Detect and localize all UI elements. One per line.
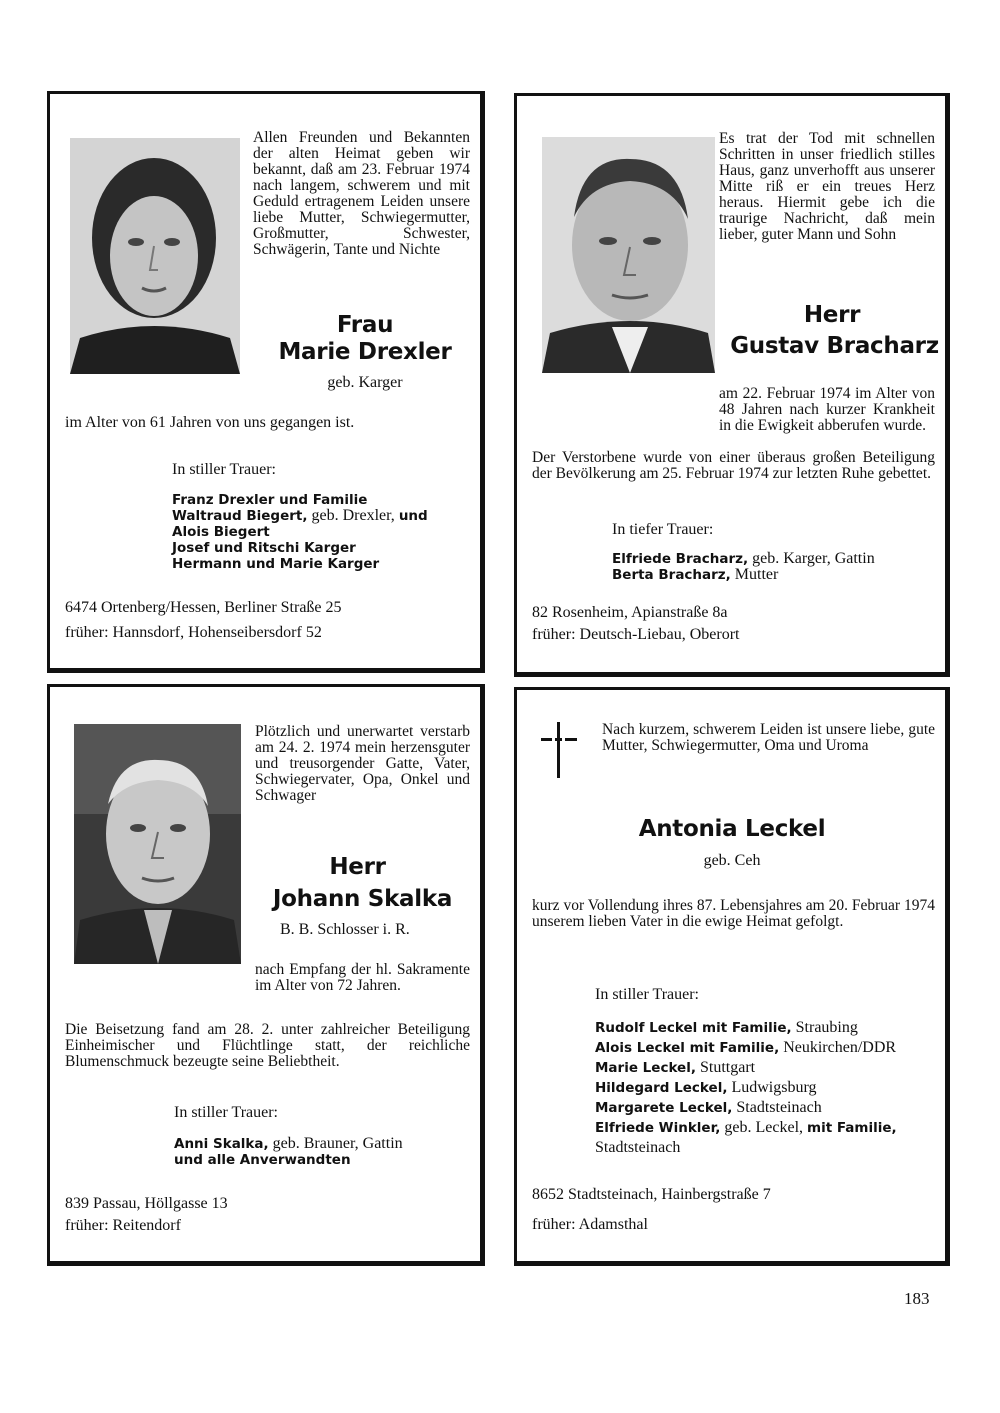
funeral-text: Die Beisetzung fand am 28. 2. unter zahlreicher Beteiligung Einheimischer und Flüchtlinge statt, der reichliche Blumenschmuck bezeugte seine Beliebtheit. xyxy=(65,1021,470,1070)
mourner: Margarete Leckel, Stadtsteinach xyxy=(595,1099,822,1116)
profession: B. B. Schlosser i. R. xyxy=(280,921,410,938)
deceased-title: Frau xyxy=(336,312,394,338)
mourning-heading: In tiefer Trauer: xyxy=(612,521,714,538)
page-number: 183 xyxy=(904,1289,930,1308)
mourner: Waltraud Biegert, geb. Drexler, und xyxy=(172,507,428,524)
former-address: früher: Deutsch-Liebau, Oberort xyxy=(532,626,740,643)
former-address: früher: Hannsdorf, Hohenseibersdorf 52 xyxy=(65,624,322,641)
mourner: Stadtsteinach xyxy=(595,1139,681,1156)
address: 6474 Ortenberg/Hessen, Berliner Straße 25 xyxy=(65,599,342,616)
address: 8652 Stadtsteinach, Hainbergstraße 7 xyxy=(532,1186,771,1203)
mourning-heading: In stiller Trauer: xyxy=(174,1104,278,1121)
intro-text: Es trat der Tod mit schnellen Schritten in unser friedlich stilles Haus, ganz unverhofft aus unserer Mitte riß er ein treues Herz heraus. Hiermit gebe ich die traurige Nachricht, daß mein lieber, guter Mann und Sohn xyxy=(719,130,935,243)
intro-text: Allen Freunden und Bekannten der alten Heimat geben wir bekannt, daß am 23. Februar 1974 nach langem, schwerem und mit Geduld ertragenem Leiden unsere liebe Mutter, Schwiegermutter, Großmutter, Schwester, Schwägerin, Tante und Nichte xyxy=(253,129,470,258)
intro-text: Nach kurzem, schwerem Leiden ist unsere liebe, gute Mutter, Schwiegermutter, Oma und Uroma xyxy=(602,721,935,754)
portrait-photo-woman xyxy=(70,138,240,374)
deceased-name: Johann Skalka xyxy=(272,886,453,912)
cross-icon xyxy=(541,722,577,778)
deceased-title: Herr xyxy=(803,302,861,328)
mourners-list xyxy=(174,1136,474,1168)
notice-johann-skalka xyxy=(47,684,485,1266)
former-address: früher: Reitendorf xyxy=(65,1217,181,1234)
mourner: Josef und Ritschi Karger xyxy=(172,540,356,556)
burial-text: Der Verstorbene wurde von einer überaus großen Beteiligung der Bevölkerung am 25. Februar 1974 zur letzten Ruhe gebettet. xyxy=(532,449,935,482)
mourner: Rudolf Leckel mit Familie, Straubing xyxy=(595,1019,858,1036)
mourner: Berta Bracharz, Mutter xyxy=(612,566,779,583)
notice-gustav-bracharz xyxy=(514,93,950,677)
mourners-list xyxy=(612,551,932,583)
mourner: und alle Anverwandten xyxy=(174,1152,351,1168)
notice-marie-drexler xyxy=(47,91,485,673)
age-text: im Alter von 61 Jahren von uns gegangen ist. xyxy=(65,414,355,431)
mourner: Alois Leckel mit Familie, Neukirchen/DDR xyxy=(595,1039,897,1056)
mourner: Franz Drexler und Familie xyxy=(172,492,368,508)
sacraments-text: nach Empfang der hl. Sakramente im Alter von 72 Jahren. xyxy=(255,961,470,994)
portrait-photo-man xyxy=(542,137,715,373)
deceased-name: Marie Drexler xyxy=(278,339,452,365)
mourner: Anni Skalka, geb. Brauner, Gattin xyxy=(174,1135,403,1152)
mourners-list xyxy=(595,1018,935,1158)
body-text: kurz vor Vollendung ihres 87. Lebensjahres am 20. Februar 1974 unserem lieben Vater in die ewige Heimat gefolgt. xyxy=(532,897,935,930)
date-text: am 22. Februar 1974 im Alter von 48 Jahren nach kurzer Krankheit in die Ewigkeit abberufen wurde. xyxy=(719,385,935,434)
former-address: früher: Adamsthal xyxy=(532,1216,648,1233)
address: 82 Rosenheim, Apianstraße 8a xyxy=(532,604,728,621)
birth-name: geb. Ceh xyxy=(703,852,761,869)
portrait-photo-man xyxy=(74,724,241,964)
mourner: Alois Biegert xyxy=(172,524,270,540)
deceased-title: Herr xyxy=(329,854,386,880)
mourner: Hermann und Marie Karger xyxy=(172,556,380,572)
deceased-name: Gustav Bracharz xyxy=(730,333,939,359)
deceased-name: Antonia Leckel xyxy=(638,816,826,842)
mourner: Elfriede Bracharz, geb. Karger, Gattin xyxy=(612,550,875,567)
intro-text: Plötzlich und unerwartet verstarb am 24. 2. 1974 mein herzensguter und treusorgender Gatte, Vater, Schwiegervater, Opa, Onkel und Schwager xyxy=(255,723,470,804)
address: 839 Passau, Höllgasse 13 xyxy=(65,1195,228,1212)
birth-name: geb. Karger xyxy=(327,374,403,391)
mourners-list xyxy=(172,492,472,572)
mourner: Elfriede Winkler, geb. Leckel, mit Familie, xyxy=(595,1119,897,1136)
mourner: Marie Leckel, Stuttgart xyxy=(595,1059,756,1076)
notice-antonia-leckel xyxy=(514,687,950,1266)
mourning-heading: In stiller Trauer: xyxy=(172,461,276,478)
mourning-heading: In stiller Trauer: xyxy=(595,986,699,1003)
mourner: Hildegard Leckel, Ludwigsburg xyxy=(595,1079,817,1096)
